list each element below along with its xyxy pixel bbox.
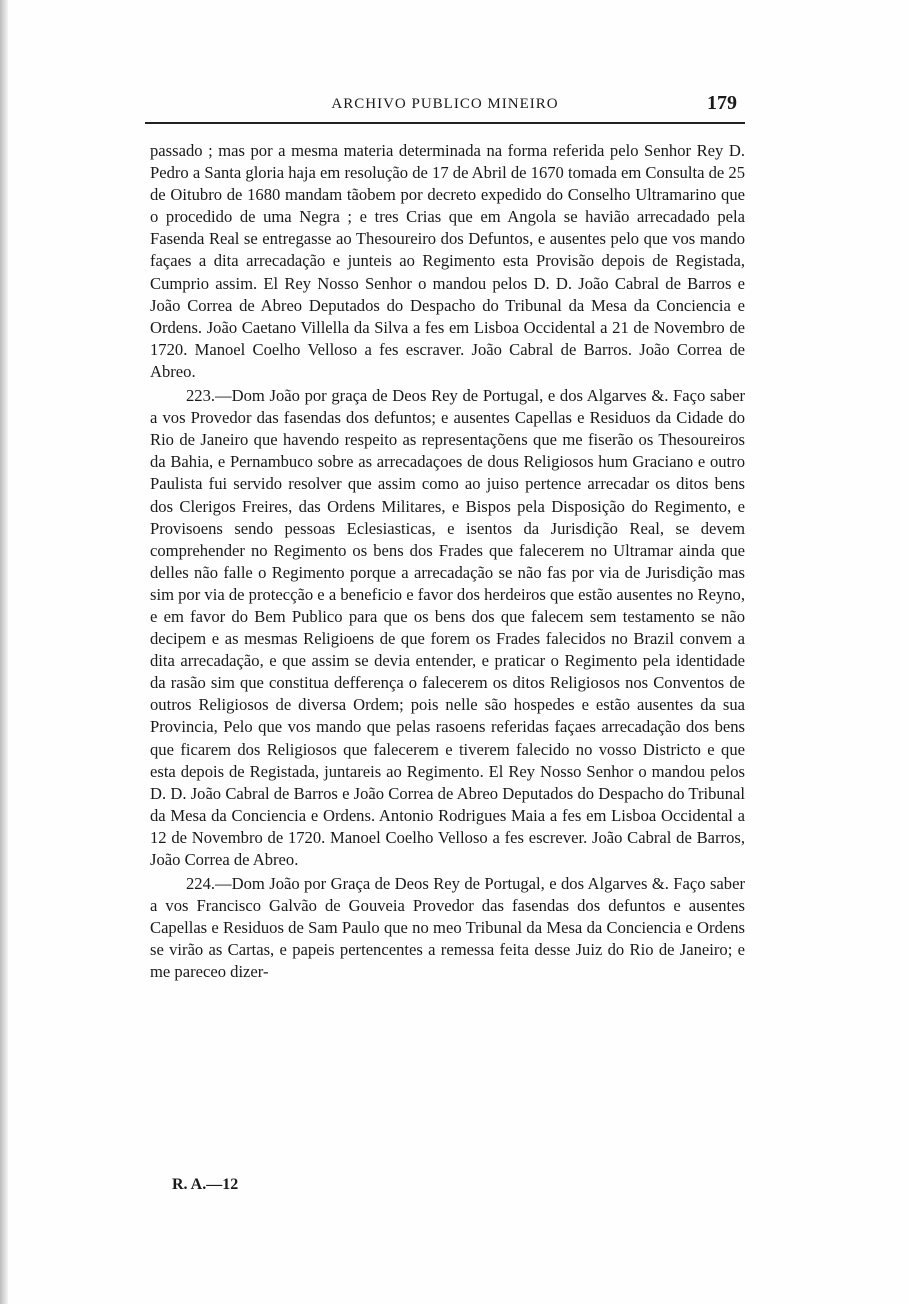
body-text bbox=[150, 140, 745, 984]
header-rule bbox=[145, 122, 745, 124]
printer-signature: R. A.—12 bbox=[172, 1176, 239, 1193]
header-title: ARCHIVO PUBLICO MINEIRO bbox=[331, 96, 559, 112]
paragraph-continuation: passado ; mas por a mesma materia determinada na forma referida pelo Senhor Rey D. Pedro a Santa gloria haja em resolução de 17 de Abril de 1670 tomada em Consulta de 25 de Oitubro de 1680 mandam tãobem por decreto expedido do Conselho Ultramarino que o procedido de uma Negra ; e tres Crias que em Angola se havião arrecadado pela Fasenda Real se entregasse ao Thesoureiro dos Defuntos, e ausentes pelo que vos mando façaes a dita arrecadação e junteis ao Regimento esta Provisão depois de Registada, Cumprio assim. El Rey Nosso Senhor o mandou pelos D. D. João Cabral de Barros e João Correa de Abreo Deputados do Despacho do Tribunal da Mesa da Conciencia e Ordens. João Caetano Villella da Silva a fes em Lisboa Occidental a 21 de Novembro de 1720. Manoel Coelho Velloso a fes escraver. João Cabral de Barros. João Correa de Abreo. bbox=[150, 141, 745, 381]
paragraph-entry-224: 224.—Dom João por Graça de Deos Rey de Portugal, e dos Algarves &. Faço saber a vos Francisco Galvão de Gouveia Provedor das fasendas dos defuntos e ausentes Capellas e Residuos de Sam Paulo que no meo Tribunal da Mesa da Conciencia e Ordens se virão as Cartas, e papeis pertencentes a remessa feita desse Juiz do Rio de Janeiro; e me pareceo dizer- bbox=[150, 874, 745, 982]
running-header bbox=[145, 90, 745, 122]
page-binding-edge bbox=[0, 0, 8, 1304]
page-number: 179 bbox=[707, 92, 737, 114]
paragraph-entry-223: 223.—Dom João por graça de Deos Rey de Portugal, e dos Algarves &. Faço saber a vos Provedor das fasendas dos defuntos; e ausentes Capellas e Residuos da Cidade do Rio de Janeiro que havendo respeito as representaçõens que me fiserão os Thesoureiros da Bahia, e Pernambuco sobre as arrecadaçoes de dous Religiosos hum Graciano e outro Paulista fui servido resolver que assim como ao juiso pertence arrecadar os ditos bens dos Clerigos Freires, das Ordens Militares, e Bispos pela Disposição do Regimento, e Provisoens sendo pessoas Eclesiasticas, e isentos da Jurisdição Real, se devem comprehender no Regimento os bens dos Frades que falecerem no Ultramar ainda que delles não falle o Regimento porque a arrecadação se não fas por via de Jurisdição mas sim por via de protecção e a beneficio e favor dos herdeiros que estão ausentes no Reyno, e em favor do Bem Publico para que os bens dos que falecem sem testamento se não decipem e as mesmas Religioens de que forem os Frades falecidos no Brazil convem a dita arrecadação, e que assim se devia entender, e praticar o Regimento pela identidade da rasão sim que constitua defferença o falecerem os ditos Religiosos nos Conventos de outros Religiosos de diversa Ordem; pois nelle são hospedes e estão ausentes da sua Provincia, Pelo que vos mando que pelas rasoens referidas façaes arrecadação dos bens que ficarem dos Religiosos que falecerem e tiverem falecido no vosso Districto e que esta depois de Registada, juntareis ao Regimento. El Rey Nosso Senhor o mandou pelos D. D. João Cabral de Barros e João Correa de Abreo Deputados do Despacho do Tribunal da Mesa da Conciencia e Ordens. Antonio Rodrigues Maia a fes em Lisboa Occidental a 12 de Novembro de 1720. Manoel Coelho Velloso a fes escrever. João Cabral de Barros, João Correa de Abreo. bbox=[150, 386, 745, 869]
